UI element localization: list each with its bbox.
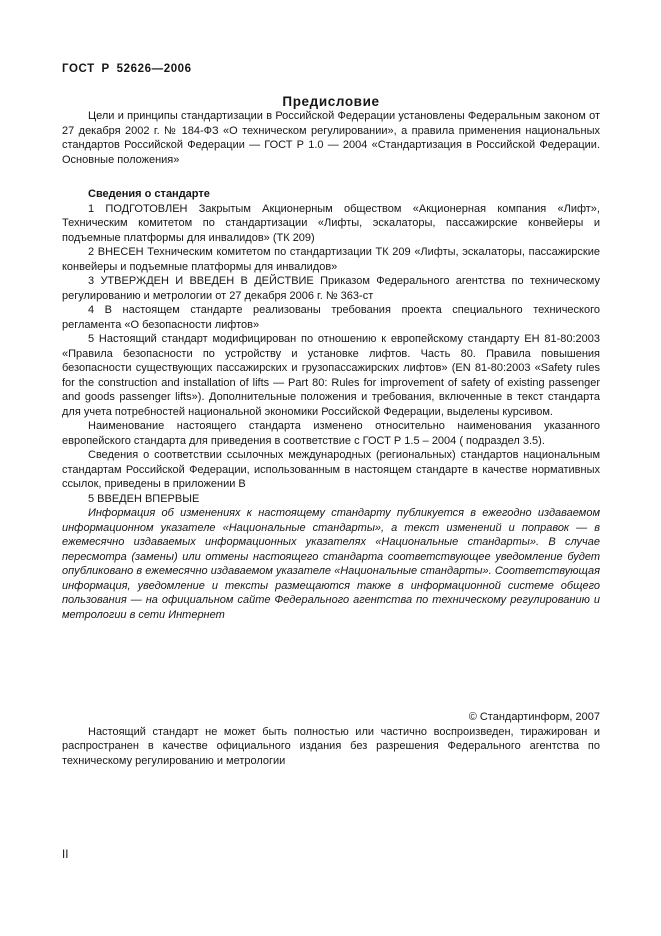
foreword-item-2-submitted: 2 ВНЕСЕН Техническим комитетом по стандартизации ТК 209 «Лифты, эскалаторы, пассажирские конвейеры и подъемные платформы для инвалидов» xyxy=(62,246,600,273)
page-number: II xyxy=(62,849,69,861)
item-5-note-references: Сведения о соответствии ссылочных международных (региональных) стандартов национальным стандартам Российской Федерации, использованным в настоящем стандарте в качестве нормативных ссылок, приведены в приложении В xyxy=(62,449,600,490)
page-title: Предисловие xyxy=(282,94,380,109)
foreword-item-4-requirements: 4 В настоящем стандарте реализованы требования проекта специального технического регламента «О безопасности лифтов» xyxy=(62,304,600,331)
update-notice-paragraph: Информация об изменениях к настоящему стандарту публикуется в ежегодно издаваемом информационном указателе «Национальные стандарты», а текст изменений и поправок — в ежемесячно издаваемых информационных указателях «Национальные стандарты». В случае пересмотра (замены) или отмены настоящего стандарта соответствующее уведомление будет опубликовано в ежемесячно издаваемом указателе «Национальные стандарты». Соответствующая информация, уведомление и тексты размещаются также в информационной системе общего пользования — на официальном сайте Федерального агентства по техническому регулированию и метрологии в сети Интернет xyxy=(62,507,600,621)
section-heading-standard-info: Сведения о стандарте xyxy=(88,188,210,200)
reproduction-restriction-paragraph: Настоящий стандарт не может быть полностью или частично воспроизведен, тиражирован и распространен в качестве официального издания без разрешения Федерального агентства по техническому регулированию и метрологии xyxy=(62,725,600,767)
intro-paragraph: Цели и принципы стандартизации в Российской Федерации установлены Федеральным законом от 27 декабря 2002 г. № 184-ФЗ «О техническом регулировании», а правила применения национальных стандартов Российской Федерации — ГОСТ Р 1.0 — 2004 «Стандартизация в Российской Федерации. Основные положения» xyxy=(62,110,600,166)
standard-designation: ГОСТ Р 52626—2006 xyxy=(62,63,192,75)
page-content xyxy=(62,0,600,768)
foreword-item-1-prepared: 1 ПОДГОТОВЛЕН Закрытым Акционерным обществом «Акционерная компания «Лифт», Техническим комитетом по стандартизации «Лифты, эскалаторы, пассажирские конвейеры и подъемные платформы для инвалидов» (ТК 209) xyxy=(62,202,600,244)
foreword-item-5-modified: 5 Настоящий стандарт модифицирован по отношению к европейскому стандарту ЕН 81-80:2003 «Правила безопасности по устройству и установке лифтов. Часть 80. Правила повышения безопасности существующих пассажирских и грузопассажирских лифтов» (EN 81-80:2003 «Safety rules for the construction and installation of lifts — Part 80: Rules for improvement of safety of existing passenger and goods passenger lifts»). Дополнительные положения и требования, включенные в текст стандарта для учета потребностей национальной экономики Российской Федерации, выделены курсивом. xyxy=(62,333,600,418)
foreword-item-3-approved: 3 УТВЕРЖДЕН И ВВЕДЕН В ДЕЙСТВИЕ Приказом Федерального агентства по техническому регулированию и метрологии от 27 декабря 2006 г. № 363-ст xyxy=(62,275,600,302)
introduced-first-time-line: 5 ВВЕДЕН ВПЕРВЫЕ xyxy=(88,492,200,505)
item-5-note-name-change: Наименование настоящего стандарта изменено относительно наименования указанного европейского стандарта для приведения в соответствие с ГОСТ Р 1.5 – 2004 ( подраздел 3.5). xyxy=(62,420,600,447)
copyright-line: © Стандартинформ, 2007 xyxy=(468,711,600,723)
